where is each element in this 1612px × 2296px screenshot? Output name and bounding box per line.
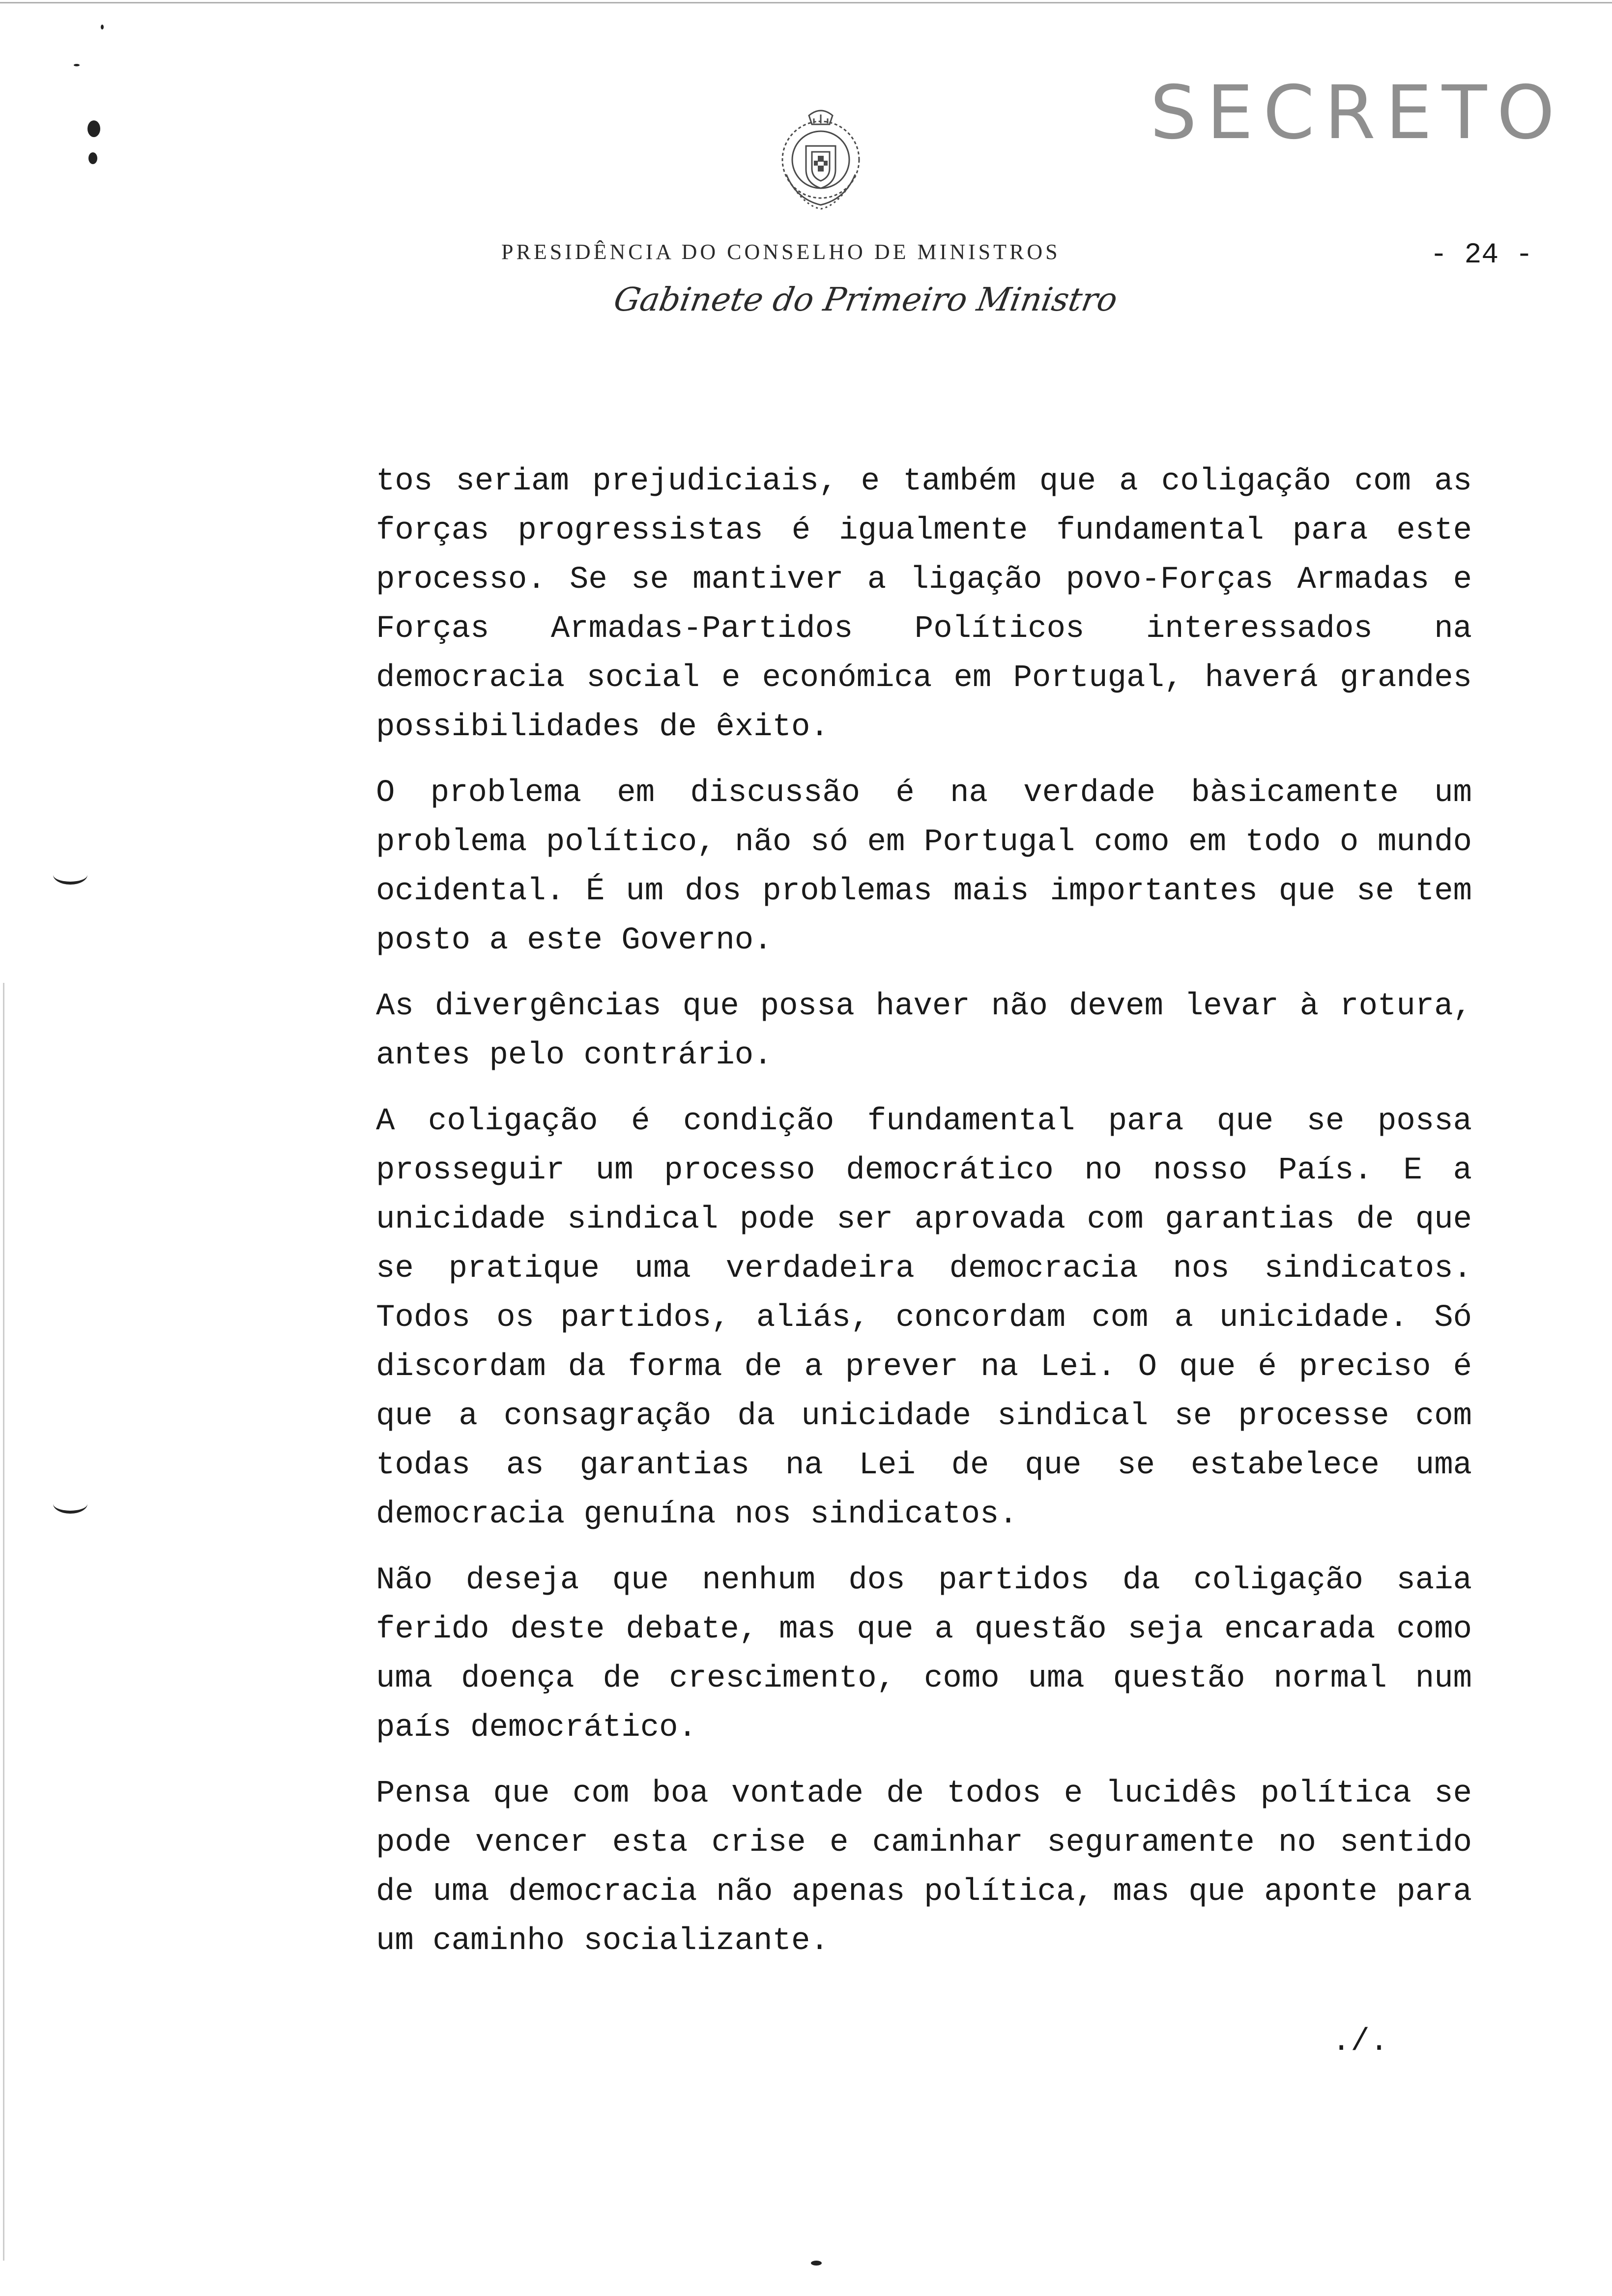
continuation-mark: ./. [1332,2024,1389,2060]
scan-dot [101,25,104,29]
paragraph: Não deseja que nenhum dos partidos da coligação saia ferido deste debate, mas que a questão seja encarada como uma doença de crescimento, como uma questão normal num país democrático. [376,1563,1472,1746]
punch-hole-mark [53,865,87,885]
scan-dot [87,120,100,137]
scan-edge-left [3,983,4,2261]
coat-of-arms-icon [767,101,875,219]
punch-hole-mark [53,1494,87,1514]
paragraph: tos seriam prejudiciais, e também que a coligação com as forças progressistas é igualmente fundamental para este processo. Se se mantiver a ligação povo-Forças Armadas e Forças Armadas-Partidos Políticos interessados na democracia social e económica em Portugal, haverá grandes possibilidades de êxito. [376,464,1472,745]
paragraph: As divergências que possa haver não devem levar à rotura, antes pelo contrário. [376,989,1472,1073]
paragraph: O problema em discussão é na verdade bàsicamente um problema político, não só em Portugal como em todo o mundo ocidental. É um dos problemas mais importantes que se tem posto a este Governo. [376,775,1472,958]
cabinet-subheading: Gabinete do Primeiro Ministro [611,281,1121,318]
scan-dot [74,64,80,66]
paragraph: Pensa que com boa vontade de todos e lucidês política se pode vencer esta crise e caminhar seguramente no sentido de uma democracia não apenas política, mas que aponte para um caminho socializante. [376,1776,1472,1959]
classification-stamp: SECRETO [1150,70,1565,156]
scan-edge-line [0,2,1612,3]
document-body [376,457,1472,1966]
scan-dot [88,152,97,164]
office-heading: PRESIDÊNCIA DO CONSELHO DE MINISTROS [501,240,1061,264]
scan-dot [811,2261,822,2266]
paragraph: A coligação é condição fundamental para que se possa prosseguir um processo democrático no nosso País. E a unicidade sindical pode ser aprovada com garantias de que se pratique uma verdadeira democracia nos sindicatos. Todos os partidos, aliás, concordam com a unicidade. Só discordam da forma de a prever na Lei. O que é preciso é que a consagração da unicidade sindical se processe com todas as garantias na Lei de que se estabelece uma democracia genuína nos sindicatos. [376,1104,1472,1532]
page-number: - 24 - [1430,239,1533,271]
